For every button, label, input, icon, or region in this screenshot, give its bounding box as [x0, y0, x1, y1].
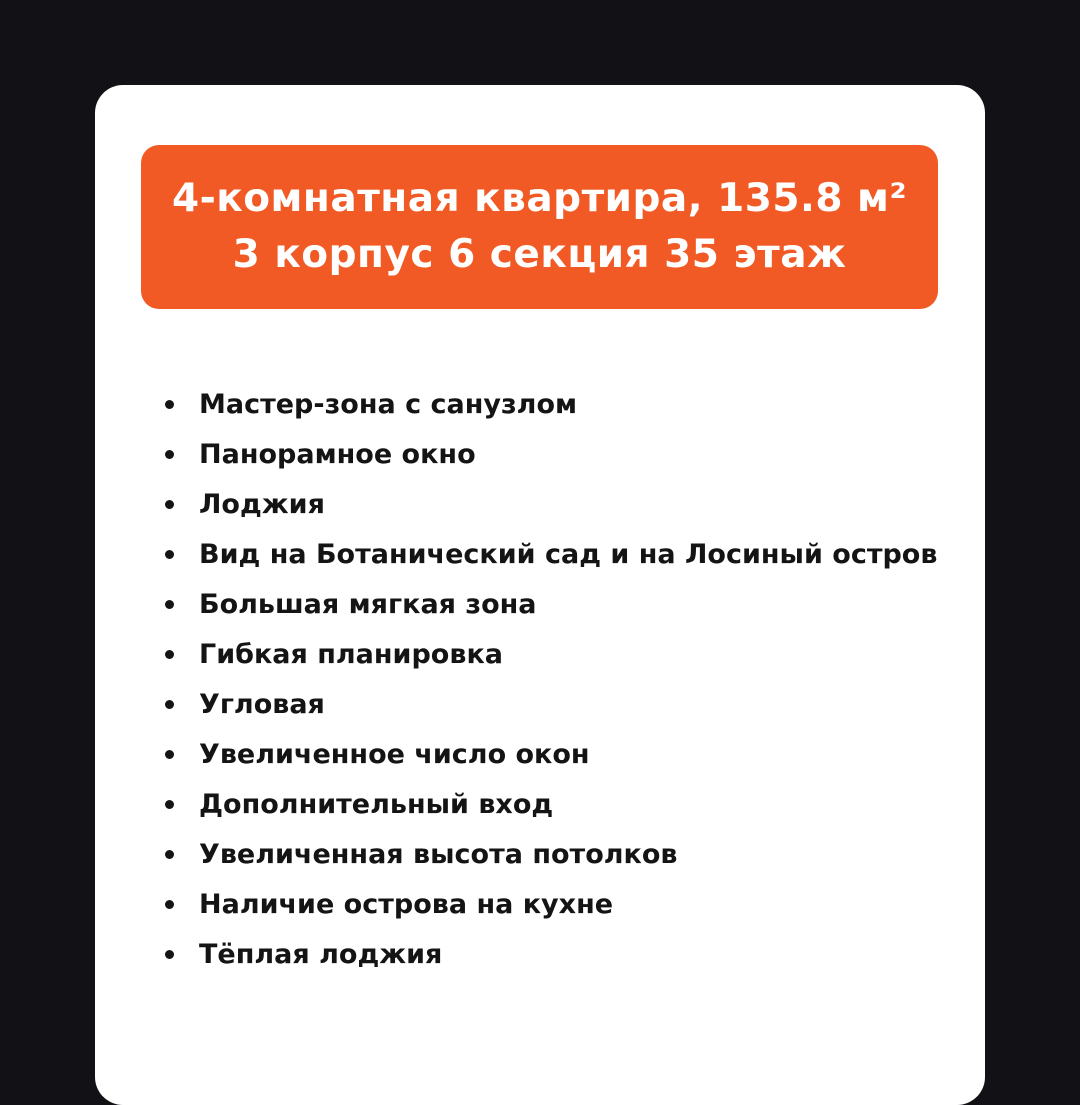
- feature-item: [165, 729, 937, 779]
- bullet-icon: [165, 950, 174, 959]
- apartment-location: 3 корпус 6 секция 35 этаж: [232, 232, 847, 277]
- feature-item: [165, 679, 937, 729]
- feature-item: [165, 579, 937, 629]
- bullet-icon: [165, 600, 174, 609]
- feature-item: [165, 529, 937, 579]
- feature-text: Увеличенная высота потолков: [199, 838, 678, 870]
- feature-item: [165, 929, 937, 979]
- feature-item: [165, 479, 937, 529]
- feature-text: Увеличенное число окон: [199, 738, 590, 770]
- bullet-icon: [165, 850, 174, 859]
- bullet-icon: [165, 500, 174, 509]
- bullet-icon: [165, 550, 174, 559]
- bullet-icon: [165, 450, 174, 459]
- feature-item: [165, 629, 937, 679]
- apartment-header: [141, 145, 938, 309]
- feature-text: Угловая: [199, 688, 325, 720]
- bullet-icon: [165, 700, 174, 709]
- feature-item: [165, 779, 937, 829]
- feature-item: [165, 379, 937, 429]
- feature-text: Лоджия: [199, 488, 325, 520]
- bullet-icon: [165, 650, 174, 659]
- feature-text: Большая мягкая зона: [199, 588, 537, 620]
- feature-list: [165, 379, 937, 979]
- feature-item: [165, 879, 937, 929]
- feature-item: [165, 829, 937, 879]
- bullet-icon: [165, 900, 174, 909]
- feature-text: Панорамное окно: [199, 438, 476, 470]
- feature-text: Наличие острова на кухне: [199, 888, 614, 920]
- bullet-icon: [165, 750, 174, 759]
- feature-text: Мастер-зона с санузлом: [199, 388, 578, 420]
- feature-item: [165, 429, 937, 479]
- feature-text: Дополнительный вход: [199, 788, 554, 820]
- apartment-title: 4-комнатная квартира, 135.8 м²: [171, 176, 908, 221]
- feature-text: Тёплая лоджия: [199, 938, 443, 970]
- info-card: [95, 85, 985, 1105]
- bullet-icon: [165, 800, 174, 809]
- bullet-icon: [165, 400, 174, 409]
- feature-text: Вид на Ботанический сад и на Лосиный остров: [199, 538, 938, 570]
- feature-text: Гибкая планировка: [199, 638, 503, 670]
